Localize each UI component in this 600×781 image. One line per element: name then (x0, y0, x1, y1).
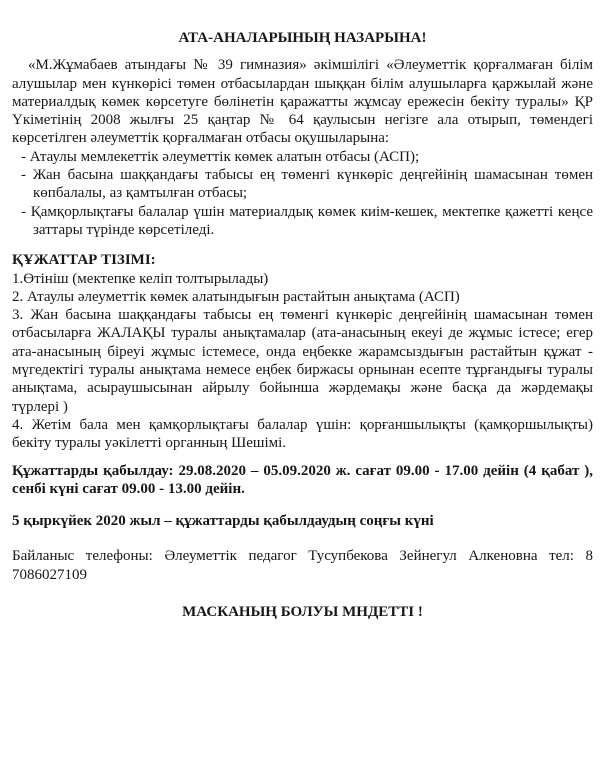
beneficiary-item-guardianship: - Қамқорлықтағы балалар үшін материалдық көмек киім-кешек, мектепке қажетті кеңсе заттары түрінде көрсетіледі. (21, 203, 593, 238)
documents-list (12, 270, 593, 453)
beneficiary-item-low-income: - Жан басына шаққандағы табысы ең төменгі күнкөріс деңгейінің шамасынан төмен көпбалалы, аз қамтылған отбасы; (21, 167, 593, 202)
document-item-application: 1.Өтініш (мектепке келіп толтырылады) (12, 270, 269, 287)
intro-paragraph: «М.Жұмабаев атындағы № 39 гимназия» әкімшілігі «Әлеуметтік қорғалмаған білім алушылар мен күнкөрісі төмен отбасылардан шыққан білім алушыларға қаржылай және материалдық көмек көрсетуге бөлінетін қаражатты жұмсау ережесін бекіту туралы» ҚР Үкіметінің 2008 жылғы 25 қаңтар № 64 қаулысын негізге ала отырып, төмендегі көрсетілген әлеуметтік қорғалмаған отбасы оқушыларына: (12, 57, 593, 147)
document-title: АТА-АНАЛАРЫНЫҢ НАЗАРЫНА! (178, 30, 427, 46)
mask-required-notice: МАСКАНЫҢ БОЛУЫ МНДЕТТІ ! (182, 604, 423, 621)
deadline-note: 5 қыркүйек 2020 жыл – құжаттарды қабылдаудың соңғы күні (12, 513, 434, 530)
document-item-asp-certificate: 2. Атаулы әлеуметтік көмек алатындығын растайтын анықтама (АСП) (12, 288, 460, 305)
documents-list-heading: ҚҰЖАТТАР ТІЗІМІ: (12, 252, 156, 269)
beneficiary-list (12, 148, 593, 239)
contact-info: Байланыс телефоны: Әлеуметтік педагог Тусупбекова Зейнегул Алкеновна тел: 8 7086027109 (12, 548, 593, 583)
document-item-salary-certificates: 3. Жан басына шаққандағы табысы ең төменгі күнкөріс деңгейінің шамасынан төмен отбасыларға ЖАЛАҚЫ туралы анықтамалар (ата-анасының екеуі де жұмыс істесе; егер ата-анасының біреуі жұмыс істемесе, онда еңбекке жарамсыздығын растайтын құжат - мүгедектігі туралы анықтама немесе еңбек биржасы орнынан есепте тұрғандығы туралы анықтама, асыраушысынан айрылу бойынша жәрдемақы және басқа да жәрдемақы түрлері ) (12, 307, 593, 415)
acceptance-schedule: Құжаттарды қабылдау: 29.08.2020 – 05.09.2020 ж. сағат 09.00 - 17.00 дейін (4 қабат ), сенбі күні сағат 09.00 - 13.00 дейін. (12, 462, 593, 497)
document-item-guardianship-decision: 4. Жетім бала мен қамқорлықтағы балалар үшін: қорғаншылықты (қамқоршылықты) бекіту туралы уәкілетті органның Шешімі. (12, 416, 593, 452)
beneficiary-item-asp: - Атаулы мемлекеттік әлеуметтік көмек алатын отбасы (АСП); (21, 148, 420, 165)
